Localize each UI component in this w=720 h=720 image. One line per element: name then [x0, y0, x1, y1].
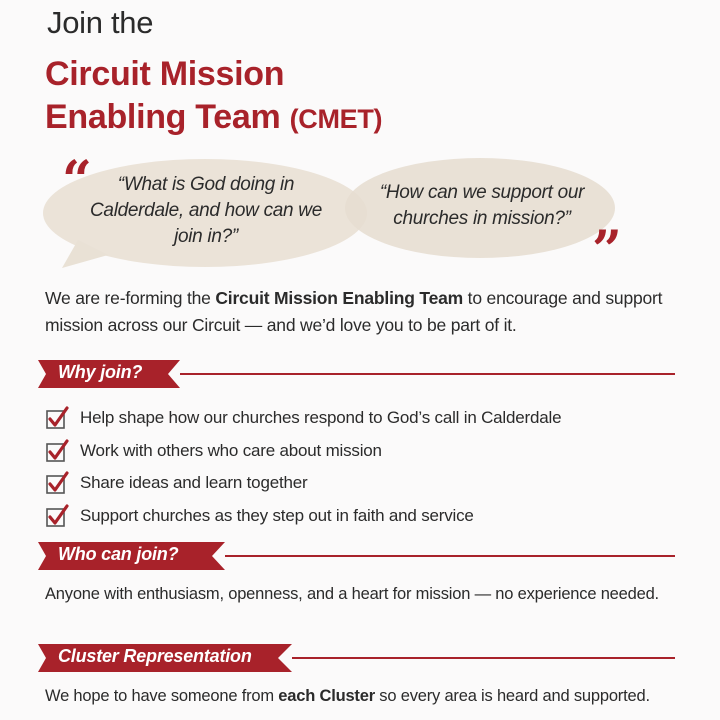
list-item-text: Help shape how our churches respond to God’s call in Calderdale — [80, 408, 562, 428]
section-heading-who-can-join — [38, 539, 678, 573]
open-quote-icon: “ — [62, 150, 92, 211]
intro-paragraph — [45, 285, 685, 339]
title-line-2 — [45, 96, 382, 141]
list-item-text: Work with others who care about mission — [80, 440, 382, 460]
cluster-text-start: We hope to have someone from — [45, 687, 279, 705]
section-heading-text: Why join? — [58, 362, 143, 382]
quote-left-text: “What is God doing in Calderdale, and how can we join in?” — [90, 174, 322, 247]
quote-right-text: “How can we support our churches in mission?” — [379, 182, 585, 229]
checkbox-checked-icon — [46, 504, 70, 528]
section-heading-cluster-representation — [38, 641, 678, 675]
list-item — [46, 435, 686, 468]
why-join-checklist — [46, 402, 686, 532]
title-line-1: Circuit Mission — [45, 55, 285, 93]
list-item-text: Support churches as they step out in faith and service — [80, 505, 474, 525]
intro-text-bold: Circuit Mission Enabling Team — [215, 288, 464, 308]
checkbox-checked-icon — [46, 439, 70, 463]
close-quote-icon: ” — [592, 220, 622, 280]
section-heading-text: Who can join? — [58, 544, 179, 564]
pre-title: Join the — [47, 5, 154, 40]
section-heading-text: Cluster Representation — [58, 646, 252, 666]
cluster-text-end: so every area is heard and supported. — [374, 687, 650, 705]
who-can-join-text: Anyone with enthusiasm, openness, and a heart for mission — no experience needed. — [45, 585, 659, 603]
checkbox-checked-icon — [46, 406, 70, 430]
title-abbreviation: (CMET) — [289, 104, 383, 134]
list-item — [46, 467, 686, 500]
list-item — [46, 402, 686, 435]
intro-text-end: to encourage and support mission across our Circuit — and we’d love you to be part of it. — [45, 288, 663, 335]
section-heading-why-join — [38, 357, 678, 391]
intro-text-start: We are re-forming the — [45, 288, 216, 308]
cluster-text-bold: each Cluster — [278, 687, 375, 705]
checkbox-checked-icon — [46, 471, 70, 495]
list-item-text: Share ideas and learn together — [80, 473, 308, 493]
title-line-2-text: Enabling Team — [45, 98, 281, 136]
page-title — [45, 53, 382, 141]
cluster-representation-text — [45, 684, 665, 708]
list-item — [46, 500, 686, 533]
